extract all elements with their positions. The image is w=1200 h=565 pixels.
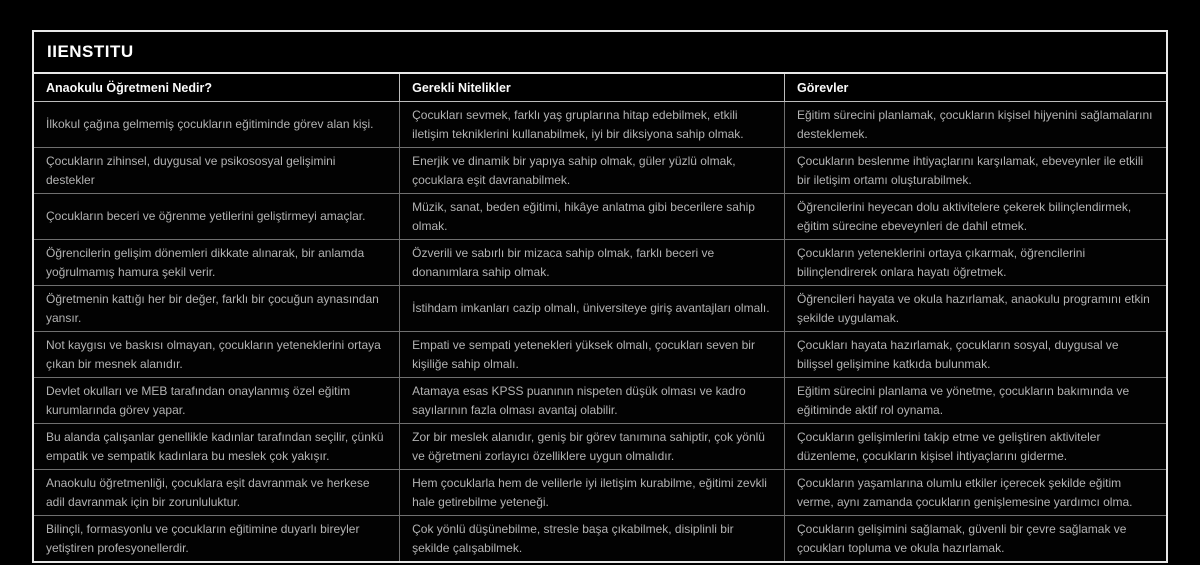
table-cell: Çocukların beslenme ihtiyaçlarını karşılamak, ebeveynler ile etkili bir iletişim ortamı oluşturabilmek. bbox=[785, 148, 1167, 194]
table-row bbox=[34, 470, 1166, 516]
table-row bbox=[34, 148, 1166, 194]
table-cell: Empati ve sempati yetenekleri yüksek olmalı, çocukları seven bir kişiliğe sahip olmalı. bbox=[400, 332, 785, 378]
table-cell: Çocukların yaşamlarına olumlu etkiler içerecek şekilde eğitim verme, aynı zamanda çocukların genişlemesine yardımcı olma. bbox=[785, 470, 1167, 516]
table-cell: Eğitim sürecini planlama ve yönetme, çocukların bakımında ve eğitiminde aktif rol oynama. bbox=[785, 378, 1167, 424]
table-cell: Hem çocuklarla hem de velilerle iyi iletişim kurabilme, eğitimi zevkli hale getirebilme yeteneği. bbox=[400, 470, 785, 516]
column-header-anaokulu-ogretmeni-nedir: Anaokulu Öğretmeni Nedir? bbox=[34, 74, 400, 102]
table-row bbox=[34, 516, 1166, 562]
table-row bbox=[34, 102, 1166, 148]
table-cell: Atamaya esas KPSS puanının nispeten düşük olması ve kadro sayılarının fazla olması avantaj olabilir. bbox=[400, 378, 785, 424]
table-row bbox=[34, 286, 1166, 332]
table-cell: Öğretmenin kattığı her bir değer, farklı bir çocuğun aynasından yansır. bbox=[34, 286, 400, 332]
brand-title: IIENSTITU bbox=[47, 42, 134, 61]
table-cell: Özverili ve sabırlı bir mizaca sahip olmak, farklı beceri ve donanımlara sahip olmak. bbox=[400, 240, 785, 286]
table-cell: Bu alanda çalışanlar genellikle kadınlar tarafından seçilir, çünkü empatik ve sempatik kadınlara bu meslek çok yakışır. bbox=[34, 424, 400, 470]
table-row bbox=[34, 194, 1166, 240]
table-cell: Çocukları hayata hazırlamak, çocukların sosyal, duygusal ve bilişsel gelişimine katkıda bulunmak. bbox=[785, 332, 1167, 378]
table-cell: Not kaygısı ve baskısı olmayan, çocukların yeteneklerini ortaya çıkan bir mesnek alanıdır. bbox=[34, 332, 400, 378]
table-row bbox=[34, 424, 1166, 470]
content-card bbox=[32, 30, 1168, 563]
table-row bbox=[34, 378, 1166, 424]
table-cell: Çocukların gelişimlerini takip etme ve geliştiren aktiviteler düzenleme, çocukların kişisel ihtiyaçlarını giderme. bbox=[785, 424, 1167, 470]
table-cell: Çocukların yeteneklerini ortaya çıkarmak, öğrencilerini bilinçlendirerek onlara hayatı öğretmek. bbox=[785, 240, 1167, 286]
table-header-row bbox=[34, 74, 1166, 102]
table-body bbox=[34, 102, 1166, 562]
table-cell: Anaokulu öğretmenliği, çocuklara eşit davranmak ve herkese adil davranmak için bir zorunluluktur. bbox=[34, 470, 400, 516]
table-cell: Çocukların beceri ve öğrenme yetilerini geliştirmeyi amaçlar. bbox=[34, 194, 400, 240]
table-cell: Öğrencilerin gelişim dönemleri dikkate alınarak, bir anlamda yoğrulmamış hamura şekil verir. bbox=[34, 240, 400, 286]
column-header-gerekli-nitelikler: Gerekli Nitelikler bbox=[400, 74, 785, 102]
table-row bbox=[34, 240, 1166, 286]
info-table bbox=[34, 74, 1166, 561]
table-cell: Devlet okulları ve MEB tarafından onaylanmış özel eğitim kurumlarında görev yapar. bbox=[34, 378, 400, 424]
table-cell: İlkokul çağına gelmemiş çocukların eğitiminde görev alan kişi. bbox=[34, 102, 400, 148]
table-cell: Bilinçli, formasyonlu ve çocukların eğitimine duyarlı bireyler yetiştiren profesyonellerdir. bbox=[34, 516, 400, 562]
table-cell: Zor bir meslek alanıdır, geniş bir görev tanımına sahiptir, çok yönlü ve öğretmeni zorlayıcı özelliklere uygun olmalıdır. bbox=[400, 424, 785, 470]
table-cell: Öğrencilerini heyecan dolu aktivitelere çekerek bilinçlendirmek, eğitim sürecine ebeveynleri de dahil etmek. bbox=[785, 194, 1167, 240]
table-header bbox=[34, 74, 1166, 102]
column-header-gorevler: Görevler bbox=[785, 74, 1167, 102]
table-cell: Çocukların gelişimini sağlamak, güvenli bir çevre sağlamak ve çocukları topluma ve okula hazırlamak. bbox=[785, 516, 1167, 562]
table-cell: Müzik, sanat, beden eğitimi, hikâye anlatma gibi becerilere sahip olmak. bbox=[400, 194, 785, 240]
table-cell: Çocukların zihinsel, duygusal ve psikososyal gelişimini destekler bbox=[34, 148, 400, 194]
table-cell: Öğrencileri hayata ve okula hazırlamak, anaokulu programını etkin şekilde uygulamak. bbox=[785, 286, 1167, 332]
table-cell: Çocukları sevmek, farklı yaş gruplarına hitap edebilmek, etkili iletişim tekniklerini kullanabilmek, iyi bir diksiyona sahip olmak. bbox=[400, 102, 785, 148]
table-cell: Eğitim sürecini planlamak, çocukların kişisel hijyenini sağlamalarını desteklemek. bbox=[785, 102, 1167, 148]
table-cell: Enerjik ve dinamik bir yapıya sahip olmak, güler yüzlü olmak, çocuklara eşit davranabilmek. bbox=[400, 148, 785, 194]
title-band bbox=[34, 32, 1166, 74]
table-cell: İstihdam imkanları cazip olmalı, üniversiteye giriş avantajları olmalı. bbox=[400, 286, 785, 332]
table-cell: Çok yönlü düşünebilme, stresle başa çıkabilmek, disiplinli bir şekilde çalışabilmek. bbox=[400, 516, 785, 562]
table-row bbox=[34, 332, 1166, 378]
